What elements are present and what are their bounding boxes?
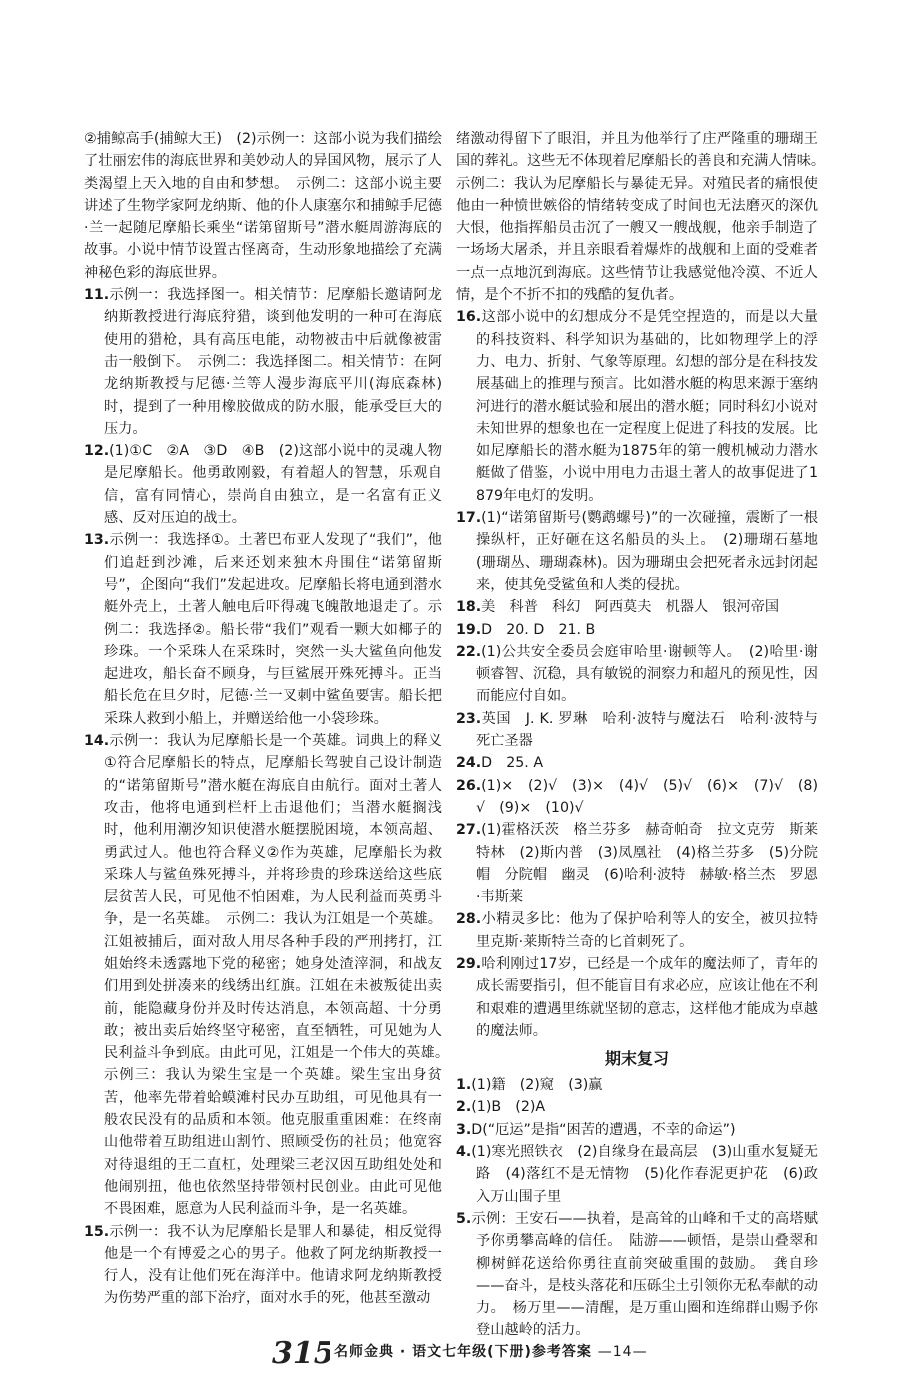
answer-item [456, 1141, 818, 1208]
page-footer [270, 1334, 830, 1371]
answer-number: 28. [456, 911, 482, 928]
answer-text: 示例一：我不认为尼摩船长是罪人和暴徒，相反觉得他是一个有博爱之心的男子。他救了阿龙纳斯教授一行人，没有让他们死在海洋中。他请求阿龙纳斯教授为伤势严重的部下治疗，面对水手的死，他甚至激动 [104, 1223, 442, 1307]
answer-item [456, 1208, 818, 1342]
answer-number: 11. [84, 287, 110, 304]
answer-text: (1)寒光照铁衣 (2)自缘身在最高层 (3)山重水复疑无路 (4)落红不是无情物 (5)化作春泥更护花 (6)政入万山围子里 [471, 1144, 818, 1205]
answer-number: 23. [456, 710, 482, 727]
answer-item [456, 1074, 818, 1096]
answer-text: 绪激动得留下了眼泪，并且为他举行了庄严隆重的珊瑚王国的葬礼。这些无不体现着尼摩船长的善良和充满人情味。 示例二：我认为尼摩船长与暴徒无异。对殖民者的痛恨使他由一种愤世嫉俗的情绪转变成了时间也无法磨灭的深仇大恨，他指挥船员击沉了一艘又一艘战舰，他亲手制造了一场场大屠杀，并且亲眼看着爆炸的战舰和上面的受难者一点一点地沉到海底。这些情节让我感觉他冷漠、不近人情，是个不折不扣的残酷的复仇者。 [456, 131, 833, 304]
answer-text: (1)霍格沃茨 格兰芬多 赫奇帕奇 拉文克劳 斯莱特林 (2)斯内普 (3)凤凰社 (4)格兰芬多 (5)分院帽 分院帽 幽灵 (6)哈利·波特 赫敏·格兰杰 罗恩·韦斯莱 [476, 822, 818, 906]
answer-item [456, 619, 818, 641]
left-column [84, 128, 457, 1310]
answer-item [84, 440, 442, 529]
brand-logo-icon [270, 1331, 330, 1371]
answer-number: 29. [456, 955, 482, 972]
answer-text: 英国 J. K. 罗琳 哈利·波特与魔法石 哈利·波特与死亡圣器 [476, 710, 818, 750]
answer-item [456, 507, 818, 596]
answer-item [84, 128, 442, 284]
answer-text: 哈利刚过17岁，已经是一个成年的魔法师了，青年的成长需要指引，但不能盲目有求必应，应该让他在不利和艰难的遭遇里练就坚韧的意志，这样他才能成为卓越的魔法师。 [476, 955, 818, 1039]
answer-number: 4. [456, 1144, 472, 1161]
answer-number: 1. [456, 1077, 472, 1094]
logo-number: 315 [272, 1336, 330, 1371]
answer-text: 示例一：我选择图一。相关情节：尼摩船长邀请阿龙纳斯教授进行海底狩猎，谈到他发明的一种可在海底使用的猎枪，具有高压电能，动物被击中后就像被雷击一般倒下。 示例二：我选择图二。相关情节：在阿龙纳斯教授与尼德·兰等人漫步海底平川(海底森林)时，提到了一种用橡胶做成的防水服，能承受巨大的压力。 [104, 287, 442, 437]
answer-item [456, 641, 818, 708]
answer-item [456, 128, 833, 306]
footer-brand: 名师金典 [334, 1344, 394, 1360]
answer-number: 13. [84, 532, 110, 549]
answer-item [84, 529, 442, 730]
answer-number: 27. [456, 822, 482, 839]
answer-number: 12. [84, 443, 110, 460]
answer-number: 24. [456, 755, 482, 772]
answer-item [456, 306, 818, 507]
answer-number: 14. [84, 733, 110, 750]
footer-separator: · [399, 1344, 407, 1360]
answer-number: 3. [456, 1121, 472, 1138]
right-column [456, 128, 833, 1342]
answer-item [456, 596, 818, 618]
answer-item [456, 775, 818, 820]
answer-number: 19. [456, 621, 482, 638]
answer-text: ②捕鲸高手(捕鲸大王) (2)示例一：这部小说为我们描绘了壮丽宏伟的海底世界和美妙动人的异国风物，展示了人类渴望上天入地的自由和梦想。 示例二：这部小说主要讲述了生物学家阿龙纳斯、他的仆人康塞尔和捕鲸手尼德·兰一起随尼摩船长乘坐“诺第留斯号”潜水艇周游海底的故事。小说中情节设置古怪离奇，生动形象地描绘了充满神秘色彩的海底世界。 [84, 131, 442, 281]
answer-number: 5. [456, 1210, 472, 1227]
answer-number: 15. [84, 1223, 110, 1240]
answer-text: (1)“诺第留斯号(鹦鹉螺号)”的一次碰撞，震断了一根操纵杆，正好砸在这名船员的头上。 (2)珊瑚石墓地(珊瑚丛、珊瑚森林)。因为珊瑚虫会把死者永远封闭起来，使其免受鲨鱼和人类的侵扰。 [476, 510, 818, 593]
answer-text: (1)B (2)A [471, 1099, 546, 1116]
answer-text: 小精灵多比：他为了保护哈利等人的安全，被贝拉特里克斯·莱斯特兰奇的匕首刺死了。 [476, 911, 818, 950]
answer-text: 这部小说中的幻想成分不是凭空捏造的，而是以大量的科技资料、科学知识为基础的，比如物理学上的浮力、电力、折射、气象等原理。幻想的部分是在科技发展基础上的推理与预言。比如潜水艇的构思来源于塞纳河进行的潜水艇试验和展出的潜水艇；同时科幻小说对未知世界的想象也在一定程度上促进了科技的发展。比如尼摩船长的潜水艇为1875年的第一艘机械动力潜水艇做了借鉴，小说中用电力击退土著人的故事促进了1879年电灯的发明。 [476, 309, 818, 504]
answer-number: 17. [456, 510, 482, 527]
page-number: —14— [597, 1344, 648, 1360]
answer-text: (1)× (2)√ (3)× (4)√ (5)√ (6)× (7)√ (8)√ (9)× (10)√ [476, 777, 818, 816]
answer-item [456, 752, 818, 774]
answer-number: 22. [456, 643, 482, 660]
answer-item [84, 1221, 442, 1310]
review-items [456, 1074, 818, 1342]
answer-item [456, 1096, 818, 1118]
footer-text [334, 1341, 648, 1361]
footer-subject: 语文七年级(下册)参考答案 [412, 1344, 592, 1360]
answer-text: 示例一：我选择①。土著巴布亚人发现了“我们”，他们追赶到沙滩，后来还划来独木舟围住“诺第留斯号”，企图向“我们”发起进攻。尼摩船长将电通到潜水艇外壳上，土著人触电后吓得魂飞魄散地退走了。示例二：我选择②。船长带“我们”观看一颗大如椰子的珍珠。一个采珠人在采珠时，突然一头大鲨鱼向他发起进攻，船长奋不顾身，与巨鲨展开殊死搏斗。正当船长危在旦夕时，尼德·兰一叉刺中鲨鱼要害。船长把采珠人救到小船上，并赠送给他一小袋珍珠。 [104, 532, 442, 727]
answer-item [456, 953, 818, 1042]
answer-text: 示例：王安石——执着，是高耸的山峰和千丈的高塔赋予你勇攀高峰的信任。 陆游——顿悟，是崇山叠翠和柳树鲜花送给你勇往直前突破重围的鼓励。 龚自珍——奋斗，是枝头落花和压砾尘土引领你无私奉献的动力。 杨万里——清醒，是万重山圈和连绵群山赐予你登山越岭的活力。 [471, 1210, 818, 1339]
answer-number: 18. [456, 599, 482, 616]
answer-text: D 20. D 21. B [481, 621, 596, 638]
right-column-items [456, 128, 833, 1042]
answer-text: 美 科普 科幻 阿西莫夫 机器人 银河帝国 [481, 599, 780, 616]
answer-item [456, 1119, 818, 1141]
answer-item [84, 730, 457, 1221]
answer-text: (1)籍 (2)窥 (3)赢 [471, 1077, 603, 1094]
answer-text: (1)①C ②A ③D ④B (2)这部小说中的灵魂人物是尼摩船长。他勇敢刚毅，有着超人的智慧，乐观自信，富有同情心，崇尚自由独立，是一名富有正义感、反对压迫的战士。 [104, 443, 442, 527]
answer-text: D 25. A [481, 755, 544, 772]
answer-item [456, 819, 818, 908]
answer-item [456, 708, 818, 753]
answer-text: 示例一：我认为尼摩船长是一个英雄。词典上的释义①符合尼摩船长的特点，尼摩船长驾驶自己设计制造的“诺第留斯号”潜水艇在海底自由航行。面对土著人攻击，他将电通到栏杆上击退他们；当潜水艇搁浅时，他利用潮汐知识使潜水艇摆脱困境，本领高超、勇武过人。他也符合释义②作为英雄，尼摩船长为救采珠人与鲨鱼殊死搏斗，并将珍贵的珍珠送给这些底层贫苦人民，可见他不怕困难，为人民利益而英勇斗争，是一名英雄。 示例二：我认为江姐是一个英雄。江姐被捕后，面对敌人用尽各种手段的严刑拷打，江姐始终未透露地下党的秘密；她身处渣滓洞，和战友们用到处拼凑来的线绣出红旗。江姐在未被叛徒出卖前，能隐藏身份并及时传达消息，本领高超、十分勇敢；被出卖后始终坚守秘密，直至牺牲，可见她为人民利益斗争到底。由此可见，江姐是一个伟大的英雄。 示例三：我认为梁生宝是一个英雄。梁生宝出身贫苦，他率先带着蛤蟆滩村民办互助组，可见他具有一般农民没有的品质和本领。他克服重重困难：在终南山他带着互助组进山割竹、照顾受伤的社员；他宽容对待退组的王二直杠，处理梁三老汉因互助组处处和他闹别扭，他也依然坚持带领村民创业。由此可见他不畏困难，愿意为人民利益而斗争，是一名英雄。 [104, 733, 457, 1218]
answer-number: 26. [456, 777, 482, 794]
answer-item [456, 908, 818, 953]
answer-number: 2. [456, 1099, 472, 1116]
answer-text: D(“厄运”是指“困苦的遭遇，不幸的命运”) [471, 1121, 736, 1138]
answer-text: (1)公共安全委员会庭审哈里·谢顿等人。 (2)哈里·谢顿睿智、沉稳，具有敏锐的洞察力和超凡的预见性，因而能应付自如。 [476, 643, 818, 705]
section-title: 期末复习 [604, 1049, 669, 1069]
answer-number: 16. [456, 309, 482, 326]
answer-item [84, 284, 442, 440]
